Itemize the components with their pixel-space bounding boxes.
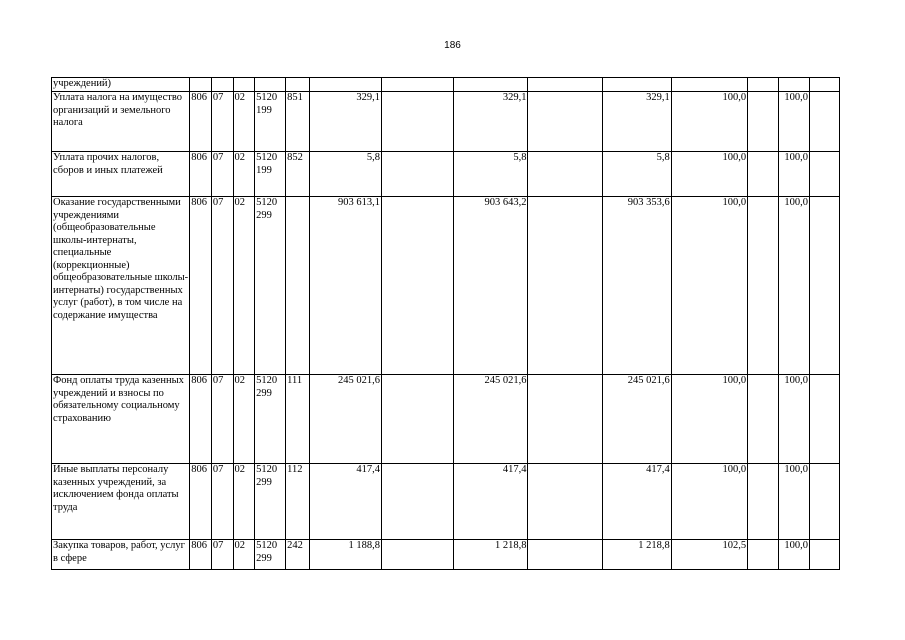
empty-cell: [382, 78, 454, 92]
percent-1: 100,0: [671, 464, 747, 540]
value-1: 5,8: [309, 152, 381, 197]
code-1: 806: [190, 92, 212, 152]
empty-cell: [809, 540, 839, 570]
empty-cell: [748, 464, 779, 540]
empty-cell: [809, 464, 839, 540]
value-1: 245 021,6: [309, 375, 381, 464]
empty-cell: [748, 78, 779, 92]
code-2: 07: [211, 152, 233, 197]
empty-cell: [382, 375, 454, 464]
value-2: 417,4: [454, 464, 528, 540]
value-2: 1 218,8: [454, 540, 528, 570]
code-5: [286, 197, 310, 375]
value-2: [454, 78, 528, 92]
percent-1: 100,0: [671, 197, 747, 375]
table-row: [52, 78, 840, 92]
empty-cell: [748, 540, 779, 570]
row-name: Закупка товаров, работ, услуг в сфере: [52, 540, 190, 570]
code-1: 806: [190, 540, 212, 570]
row-name: Иные выплаты персоналу казенных учреждений, за исключением фонда оплаты труда: [52, 464, 190, 540]
page-number: 186: [444, 40, 461, 51]
code-3: [233, 78, 255, 92]
percent-1: 100,0: [671, 92, 747, 152]
value-2: 903 643,2: [454, 197, 528, 375]
value-3: [602, 78, 671, 92]
code-2: 07: [211, 375, 233, 464]
table-row: [52, 152, 840, 197]
percent-2: 100,0: [779, 464, 810, 540]
empty-cell: [528, 197, 602, 375]
code-3: 02: [233, 152, 255, 197]
empty-cell: [809, 92, 839, 152]
empty-cell: [809, 152, 839, 197]
value-3: 5,8: [602, 152, 671, 197]
empty-cell: [528, 464, 602, 540]
code-4: 5120 299: [255, 464, 286, 540]
value-3: 329,1: [602, 92, 671, 152]
value-3: 417,4: [602, 464, 671, 540]
code-4: 5120 299: [255, 540, 286, 570]
empty-cell: [748, 152, 779, 197]
value-2: 329,1: [454, 92, 528, 152]
empty-cell: [528, 78, 602, 92]
row-name: Уплата прочих налогов, сборов и иных платежей: [52, 152, 190, 197]
row-name: Фонд оплаты труда казенных учреждений и взносы по обязательному социальному страхованию: [52, 375, 190, 464]
value-1: 417,4: [309, 464, 381, 540]
value-3: 1 218,8: [602, 540, 671, 570]
code-4: [255, 78, 286, 92]
percent-2: 100,0: [779, 152, 810, 197]
empty-cell: [382, 152, 454, 197]
table-row: [52, 197, 840, 375]
code-5: 852: [286, 152, 310, 197]
code-3: 02: [233, 92, 255, 152]
row-name: Уплата налога на имущество организаций и земельного налога: [52, 92, 190, 152]
empty-cell: [382, 540, 454, 570]
code-3: 02: [233, 197, 255, 375]
code-1: 806: [190, 375, 212, 464]
empty-cell: [528, 375, 602, 464]
empty-cell: [382, 464, 454, 540]
value-1: 329,1: [309, 92, 381, 152]
code-4: 5120 199: [255, 152, 286, 197]
budget-table: [51, 77, 840, 570]
value-2: 245 021,6: [454, 375, 528, 464]
empty-cell: [528, 152, 602, 197]
percent-2: 100,0: [779, 375, 810, 464]
code-1: 806: [190, 152, 212, 197]
code-3: 02: [233, 464, 255, 540]
empty-cell: [528, 92, 602, 152]
percent-1: 102,5: [671, 540, 747, 570]
code-2: [211, 78, 233, 92]
code-2: 07: [211, 92, 233, 152]
code-1: [190, 78, 212, 92]
value-3: 245 021,6: [602, 375, 671, 464]
table-body: [52, 78, 840, 570]
value-1: 1 188,8: [309, 540, 381, 570]
code-4: 5120 299: [255, 197, 286, 375]
code-5: 111: [286, 375, 310, 464]
percent-1: 100,0: [671, 152, 747, 197]
table-row: [52, 92, 840, 152]
code-1: 806: [190, 464, 212, 540]
empty-cell: [809, 78, 839, 92]
code-4: 5120 299: [255, 375, 286, 464]
code-2: 07: [211, 197, 233, 375]
code-1: 806: [190, 197, 212, 375]
code-3: 02: [233, 540, 255, 570]
row-name: учреждений): [52, 78, 190, 92]
percent-1: [671, 78, 747, 92]
value-2: 5,8: [454, 152, 528, 197]
code-2: 07: [211, 464, 233, 540]
percent-2: 100,0: [779, 92, 810, 152]
code-5: 242: [286, 540, 310, 570]
table-row: [52, 540, 840, 570]
table-row: [52, 464, 840, 540]
code-5: 112: [286, 464, 310, 540]
table-row: [52, 375, 840, 464]
percent-1: 100,0: [671, 375, 747, 464]
percent-2: 100,0: [779, 197, 810, 375]
empty-cell: [809, 197, 839, 375]
empty-cell: [748, 92, 779, 152]
code-5: [286, 78, 310, 92]
empty-cell: [809, 375, 839, 464]
row-name: Оказание государственными учреждениями (общеобразовательные школы-интернаты, специальные (коррекционные) общеобразовательные школы-интернаты) государственных услуг (работ), в том числе на содержание имущества: [52, 197, 190, 375]
code-4: 5120 199: [255, 92, 286, 152]
empty-cell: [748, 197, 779, 375]
code-2: 07: [211, 540, 233, 570]
code-3: 02: [233, 375, 255, 464]
empty-cell: [382, 92, 454, 152]
value-3: 903 353,6: [602, 197, 671, 375]
empty-cell: [748, 375, 779, 464]
percent-2: [779, 78, 810, 92]
percent-2: 100,0: [779, 540, 810, 570]
code-5: 851: [286, 92, 310, 152]
empty-cell: [528, 540, 602, 570]
value-1: 903 613,1: [309, 197, 381, 375]
empty-cell: [382, 197, 454, 375]
value-1: [309, 78, 381, 92]
